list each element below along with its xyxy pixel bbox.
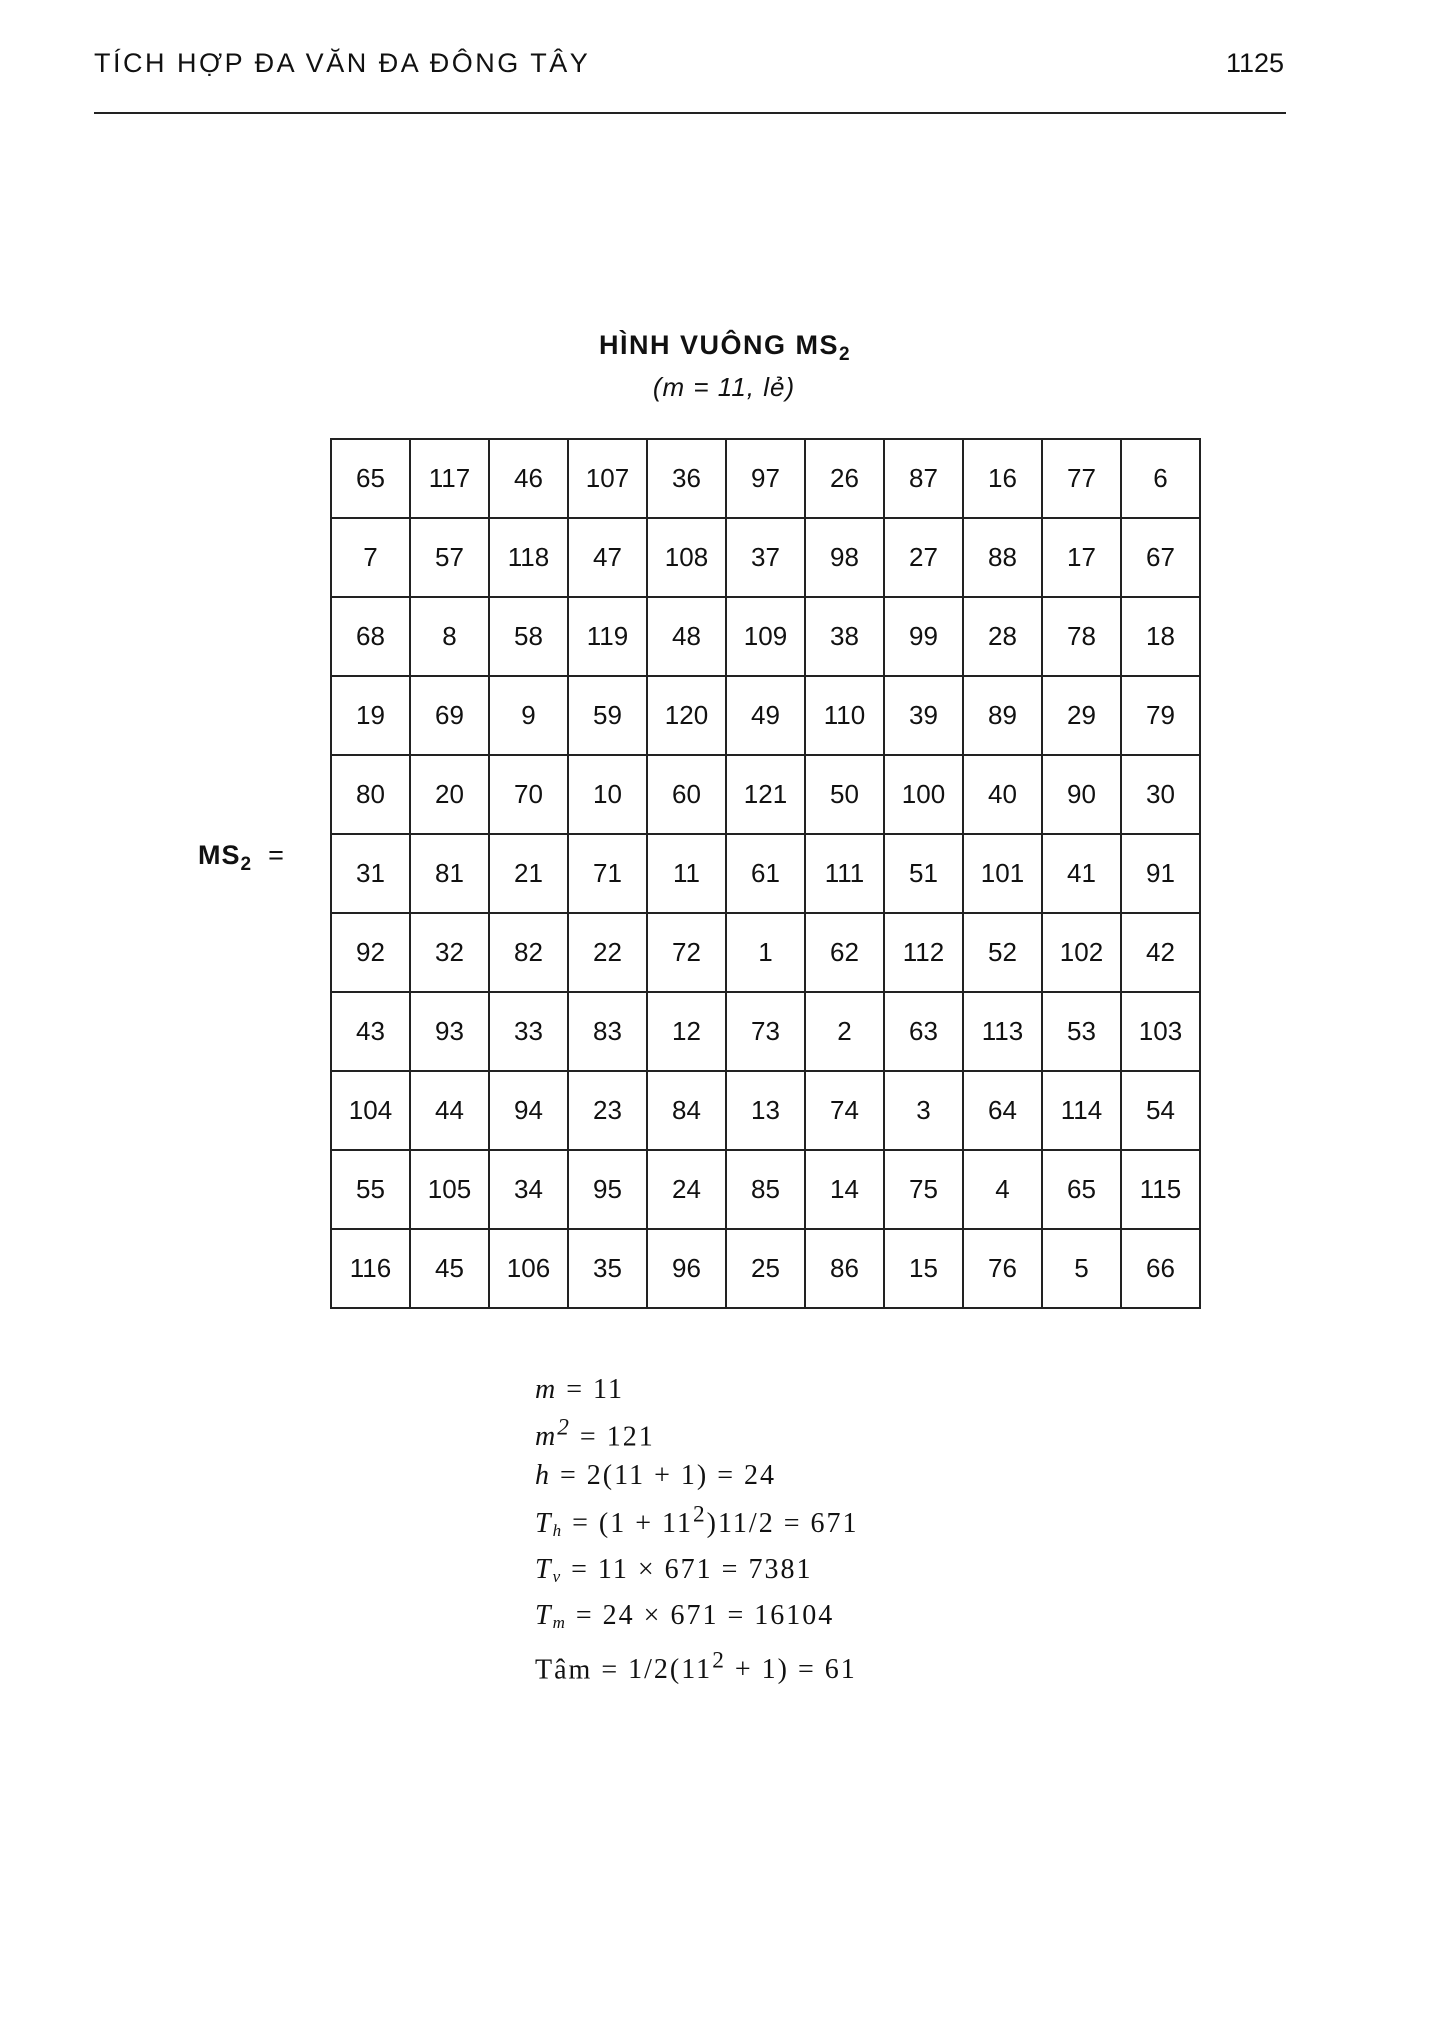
grid-cell: 65 bbox=[331, 439, 410, 518]
grid-cell: 83 bbox=[568, 992, 647, 1071]
matrix-label-subscript: 2 bbox=[240, 854, 253, 875]
figure-heading bbox=[0, 330, 1440, 403]
grid-cell: 69 bbox=[410, 676, 489, 755]
grid-cell: 34 bbox=[489, 1150, 568, 1229]
grid-row bbox=[331, 755, 1200, 834]
grid-cell: 100 bbox=[884, 755, 963, 834]
page-header bbox=[94, 48, 1286, 114]
formula-h-rhs: 2(11 + 1) = 24 bbox=[586, 1460, 776, 1492]
grid-cell: 6 bbox=[1121, 439, 1200, 518]
grid-cell: 109 bbox=[726, 597, 805, 676]
formula-th-rhs-part-b: )11/2 = 671 bbox=[706, 1507, 859, 1539]
grid-cell: 36 bbox=[647, 439, 726, 518]
grid-cell: 49 bbox=[726, 676, 805, 755]
formula-m-lhs: m bbox=[535, 1374, 558, 1405]
formula-m-squared-equals: = bbox=[579, 1421, 598, 1453]
grid-cell: 63 bbox=[884, 992, 963, 1071]
matrix-label-equals: = bbox=[268, 840, 285, 870]
grid-cell: 87 bbox=[884, 439, 963, 518]
grid-cell: 53 bbox=[1042, 992, 1121, 1071]
grid-cell: 44 bbox=[410, 1071, 489, 1150]
magic-square-grid bbox=[330, 438, 1201, 1309]
grid-cell: 41 bbox=[1042, 834, 1121, 913]
grid-cell: 52 bbox=[963, 913, 1042, 992]
grid-cell: 116 bbox=[331, 1229, 410, 1308]
formula-th-rhs bbox=[598, 1501, 859, 1539]
grid-row bbox=[331, 597, 1200, 676]
grid-cell: 24 bbox=[647, 1150, 726, 1229]
grid-cell: 97 bbox=[726, 439, 805, 518]
formula-tam-rhs bbox=[628, 1647, 857, 1685]
grid-cell: 62 bbox=[805, 913, 884, 992]
formula-h bbox=[535, 1456, 858, 1495]
grid-cell: 42 bbox=[1121, 913, 1200, 992]
formula-tam-rhs-exponent: 2 bbox=[712, 1647, 726, 1674]
magic-square-body bbox=[331, 439, 1200, 1308]
formula-tv-equals: = bbox=[571, 1553, 589, 1585]
grid-row bbox=[331, 518, 1200, 597]
grid-cell: 3 bbox=[884, 1071, 963, 1150]
formula-th-subscript: h bbox=[552, 1520, 564, 1540]
formula-tv bbox=[535, 1550, 858, 1596]
grid-cell: 85 bbox=[726, 1150, 805, 1229]
grid-cell: 113 bbox=[963, 992, 1042, 1071]
formula-th bbox=[535, 1495, 858, 1549]
grid-cell: 72 bbox=[647, 913, 726, 992]
grid-cell: 28 bbox=[963, 597, 1042, 676]
formula-th-base: T bbox=[535, 1507, 553, 1539]
grid-cell: 94 bbox=[489, 1071, 568, 1150]
formula-tv-base: T bbox=[535, 1553, 553, 1585]
formula-tam-lhs: Tâm bbox=[535, 1653, 593, 1685]
grid-cell: 102 bbox=[1042, 913, 1121, 992]
grid-row bbox=[331, 834, 1200, 913]
grid-cell: 73 bbox=[726, 992, 805, 1071]
grid-cell: 66 bbox=[1121, 1229, 1200, 1308]
grid-cell: 57 bbox=[410, 518, 489, 597]
grid-cell: 105 bbox=[410, 1150, 489, 1229]
formula-m-squared-rhs: 121 bbox=[606, 1421, 655, 1453]
grid-cell: 51 bbox=[884, 834, 963, 913]
grid-cell: 119 bbox=[568, 597, 647, 676]
grid-cell: 89 bbox=[963, 676, 1042, 755]
grid-cell: 75 bbox=[884, 1150, 963, 1229]
grid-cell: 12 bbox=[647, 992, 726, 1071]
formula-tm-equals: = bbox=[575, 1599, 594, 1631]
grid-cell: 108 bbox=[647, 518, 726, 597]
grid-cell: 92 bbox=[331, 913, 410, 992]
figure-subtitle: (m = 11, lẻ) bbox=[652, 372, 796, 402]
formula-tam-equals: = bbox=[601, 1653, 620, 1685]
grid-cell: 71 bbox=[568, 834, 647, 913]
grid-cell: 55 bbox=[331, 1150, 410, 1229]
grid-cell: 23 bbox=[568, 1071, 647, 1150]
formula-tm-base: T bbox=[535, 1599, 553, 1631]
grid-row bbox=[331, 439, 1200, 518]
grid-cell: 95 bbox=[568, 1150, 647, 1229]
grid-cell: 86 bbox=[805, 1229, 884, 1308]
grid-cell: 19 bbox=[331, 676, 410, 755]
grid-cell: 29 bbox=[1042, 676, 1121, 755]
grid-cell: 76 bbox=[963, 1229, 1042, 1308]
grid-cell: 114 bbox=[1042, 1071, 1121, 1150]
grid-cell: 46 bbox=[489, 439, 568, 518]
grid-cell: 96 bbox=[647, 1229, 726, 1308]
formula-tm-subscript: m bbox=[552, 1612, 567, 1632]
formula-m-squared-base: m bbox=[535, 1421, 558, 1453]
grid-cell: 30 bbox=[1121, 755, 1200, 834]
grid-cell: 115 bbox=[1121, 1150, 1200, 1229]
formula-m-squared-lhs bbox=[535, 1415, 571, 1453]
grid-cell: 84 bbox=[647, 1071, 726, 1150]
grid-cell: 58 bbox=[489, 597, 568, 676]
grid-cell: 64 bbox=[963, 1071, 1042, 1150]
formula-tam bbox=[535, 1642, 858, 1689]
grid-cell: 106 bbox=[489, 1229, 568, 1308]
grid-cell: 117 bbox=[410, 439, 489, 518]
grid-cell: 45 bbox=[410, 1229, 489, 1308]
grid-cell: 61 bbox=[726, 834, 805, 913]
grid-cell: 18 bbox=[1121, 597, 1200, 676]
grid-cell: 120 bbox=[647, 676, 726, 755]
grid-cell: 77 bbox=[1042, 439, 1121, 518]
grid-cell: 68 bbox=[331, 597, 410, 676]
formula-m-equals: = bbox=[566, 1374, 585, 1405]
grid-cell: 48 bbox=[647, 597, 726, 676]
grid-cell: 80 bbox=[331, 755, 410, 834]
formula-th-equals: = bbox=[572, 1507, 590, 1539]
grid-cell: 82 bbox=[489, 913, 568, 992]
grid-cell: 13 bbox=[726, 1071, 805, 1150]
grid-cell: 81 bbox=[410, 834, 489, 913]
grid-cell: 35 bbox=[568, 1229, 647, 1308]
grid-cell: 4 bbox=[963, 1150, 1042, 1229]
running-title: TÍCH HỢP ĐA VĂN ĐA ĐÔNG TÂY bbox=[94, 48, 591, 78]
matrix-label bbox=[198, 840, 285, 876]
grid-cell: 16 bbox=[963, 439, 1042, 518]
grid-cell: 17 bbox=[1042, 518, 1121, 597]
grid-cell: 118 bbox=[489, 518, 568, 597]
grid-cell: 70 bbox=[489, 755, 568, 834]
formula-tm-rhs: 24 × 671 = 16104 bbox=[602, 1599, 835, 1631]
grid-cell: 104 bbox=[331, 1071, 410, 1150]
grid-cell: 1 bbox=[726, 913, 805, 992]
figure-title-text: HÌNH VUÔNG MS bbox=[598, 330, 839, 360]
grid-cell: 2 bbox=[805, 992, 884, 1071]
grid-row bbox=[331, 992, 1200, 1071]
grid-cell: 107 bbox=[568, 439, 647, 518]
grid-cell: 39 bbox=[884, 676, 963, 755]
formula-tv-subscript: v bbox=[552, 1566, 563, 1586]
grid-cell: 88 bbox=[963, 518, 1042, 597]
grid-row bbox=[331, 913, 1200, 992]
grid-cell: 11 bbox=[647, 834, 726, 913]
grid-cell: 43 bbox=[331, 992, 410, 1071]
matrix-label-text: MS bbox=[198, 840, 241, 870]
grid-cell: 65 bbox=[1042, 1150, 1121, 1229]
formula-tm bbox=[535, 1596, 858, 1642]
grid-cell: 91 bbox=[1121, 834, 1200, 913]
grid-cell: 20 bbox=[410, 755, 489, 834]
grid-row bbox=[331, 1150, 1200, 1229]
grid-cell: 78 bbox=[1042, 597, 1121, 676]
formula-th-rhs-part-a: (1 + 11 bbox=[598, 1507, 693, 1539]
grid-cell: 60 bbox=[647, 755, 726, 834]
formula-tam-rhs-part-b: + 1) = 61 bbox=[725, 1653, 857, 1685]
formula-block bbox=[535, 1370, 858, 1689]
grid-cell: 33 bbox=[489, 992, 568, 1071]
grid-cell: 26 bbox=[805, 439, 884, 518]
grid-cell: 5 bbox=[1042, 1229, 1121, 1308]
grid-cell: 32 bbox=[410, 913, 489, 992]
grid-cell: 103 bbox=[1121, 992, 1200, 1071]
formula-m-squared-exponent: 2 bbox=[557, 1415, 571, 1441]
formula-tv-rhs: 11 × 671 = 7381 bbox=[597, 1553, 813, 1585]
grid-cell: 10 bbox=[568, 755, 647, 834]
grid-row bbox=[331, 1071, 1200, 1150]
formula-tv-lhs bbox=[535, 1554, 562, 1585]
grid-cell: 8 bbox=[410, 597, 489, 676]
grid-cell: 40 bbox=[963, 755, 1042, 834]
grid-cell: 98 bbox=[805, 518, 884, 597]
grid-cell: 74 bbox=[805, 1071, 884, 1150]
grid-cell: 111 bbox=[805, 834, 884, 913]
grid-cell: 90 bbox=[1042, 755, 1121, 834]
grid-cell: 31 bbox=[331, 834, 410, 913]
formula-h-equals: = bbox=[560, 1460, 578, 1492]
grid-cell: 38 bbox=[805, 597, 884, 676]
grid-cell: 93 bbox=[410, 992, 489, 1071]
grid-cell: 67 bbox=[1121, 518, 1200, 597]
grid-cell: 50 bbox=[805, 755, 884, 834]
formula-m bbox=[535, 1370, 858, 1409]
formula-tm-lhs bbox=[535, 1600, 567, 1631]
grid-row bbox=[331, 676, 1200, 755]
formula-m-squared bbox=[535, 1409, 858, 1456]
grid-cell: 54 bbox=[1121, 1071, 1200, 1150]
grid-row bbox=[331, 1229, 1200, 1308]
formula-h-lhs: h bbox=[535, 1460, 551, 1492]
grid-cell: 37 bbox=[726, 518, 805, 597]
grid-cell: 21 bbox=[489, 834, 568, 913]
grid-cell: 14 bbox=[805, 1150, 884, 1229]
page-number: 1125 bbox=[1225, 48, 1284, 78]
grid-cell: 110 bbox=[805, 676, 884, 755]
grid-cell: 25 bbox=[726, 1229, 805, 1308]
grid-cell: 22 bbox=[568, 913, 647, 992]
grid-cell: 59 bbox=[568, 676, 647, 755]
figure-title-subscript: 2 bbox=[838, 344, 852, 365]
grid-cell: 99 bbox=[884, 597, 963, 676]
grid-cell: 121 bbox=[726, 755, 805, 834]
formula-th-lhs bbox=[535, 1508, 563, 1539]
grid-cell: 9 bbox=[489, 676, 568, 755]
formula-tam-rhs-part-a: 1/2(11 bbox=[628, 1653, 713, 1685]
formula-m-rhs: 11 bbox=[593, 1374, 624, 1405]
grid-cell: 15 bbox=[884, 1229, 963, 1308]
grid-cell: 47 bbox=[568, 518, 647, 597]
formula-th-rhs-exponent: 2 bbox=[692, 1501, 707, 1528]
grid-cell: 101 bbox=[963, 834, 1042, 913]
figure-title bbox=[10, 330, 1440, 366]
grid-cell: 7 bbox=[331, 518, 410, 597]
grid-cell: 79 bbox=[1121, 676, 1200, 755]
grid-cell: 112 bbox=[884, 913, 963, 992]
grid-cell: 27 bbox=[884, 518, 963, 597]
